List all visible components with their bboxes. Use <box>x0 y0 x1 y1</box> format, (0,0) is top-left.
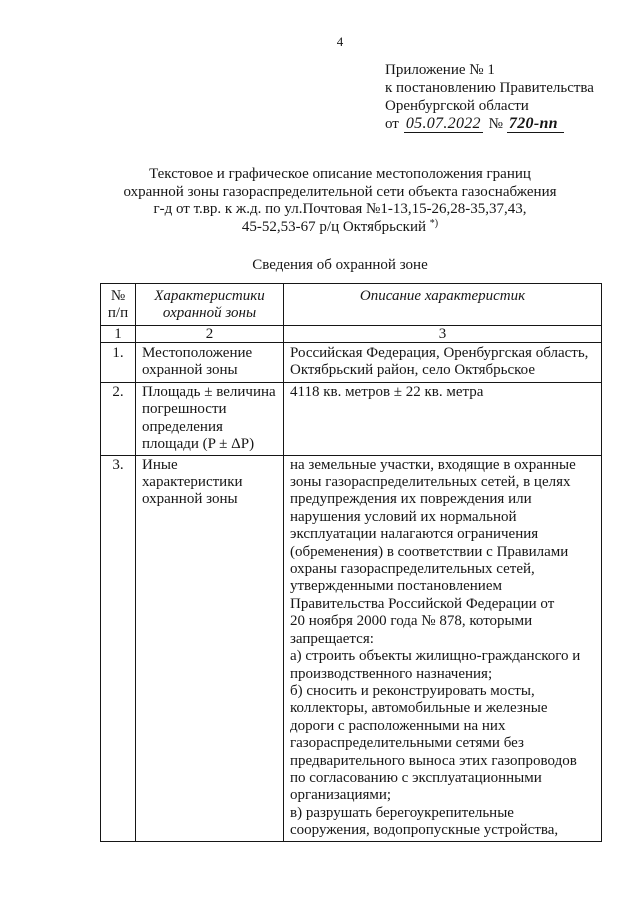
description-line: нарушения условий их нормальной <box>290 508 517 525</box>
description-line: утвержденными постановлением <box>290 578 502 595</box>
characteristic-cell <box>136 455 284 841</box>
date-prefix: от <box>385 116 399 132</box>
description-line: по согласованию с эксплуатационными <box>290 769 542 786</box>
description-line: 20 ноября 2000 года № 878, которыми <box>290 613 533 630</box>
characteristic-line: Местоположение <box>142 345 253 361</box>
description-cell <box>284 343 602 383</box>
handwritten-date: 05.07.2022 <box>405 115 481 132</box>
characteristic-line: Иные <box>142 456 178 473</box>
appendix-title: Приложение № 1 <box>385 62 495 78</box>
row-number: 3. <box>101 455 136 841</box>
characteristic-cell <box>136 383 284 456</box>
appendix-region-line: Оренбургской области <box>385 98 529 114</box>
appendix-decree-line: к постановлению Правительства <box>385 80 594 96</box>
table-header-row <box>101 284 602 326</box>
description-line: коллекторы, автомобильные и железные <box>290 700 548 717</box>
characteristic-line: определения <box>142 418 223 435</box>
header-line: Характеристики <box>154 288 265 304</box>
heading-line-last <box>40 219 640 237</box>
table-row <box>101 383 602 456</box>
header-num-cell <box>101 284 136 326</box>
column-number: 3 <box>284 326 602 343</box>
column-number-row <box>101 326 602 343</box>
appendix-block <box>385 61 625 133</box>
description-line: организациями; <box>290 787 392 804</box>
description-line: на земельные участки, входящие в охранные <box>290 456 576 473</box>
table-row <box>101 455 602 841</box>
characteristic-line: Площадь ± величина <box>142 384 276 400</box>
column-number: 2 <box>136 326 284 343</box>
table-row <box>101 343 602 383</box>
description-line: зоны газораспределительных сетей, в целях <box>290 474 571 491</box>
protection-zone-table <box>100 283 602 842</box>
description-line: предварительного выноса этих газопроводов <box>290 752 577 769</box>
header-characteristic-cell <box>136 284 284 326</box>
description-line: эксплуатации налагаются ограничения <box>290 526 539 543</box>
heading-line: охранной зоны газораспределительной сети объекта газоснабжения <box>123 183 557 200</box>
characteristic-line: характеристики <box>142 474 243 491</box>
characteristic-line: погрешности <box>142 401 227 418</box>
row-number: 2. <box>101 383 136 456</box>
description-line: охраны газораспределительных сетей, <box>290 561 535 578</box>
description-line: (обременения) в соответствии с Правилами <box>290 543 569 560</box>
description-cell <box>284 455 602 841</box>
description-line: 4118 кв. метров ± 22 кв. метра <box>290 384 484 400</box>
description-cell <box>284 383 602 456</box>
characteristic-line: площади (P ± ΔP) <box>142 436 255 453</box>
description-line: б) сносить и реконструировать мосты, <box>290 682 535 699</box>
description-line: в) разрушать берегоукрепительные <box>290 804 514 821</box>
description-line: Российская Федерация, Оренбургская область, <box>290 345 589 361</box>
description-line: Правительства Российской Федерации от <box>290 595 555 612</box>
header-description-cell <box>284 284 602 326</box>
column-number: 1 <box>101 326 136 343</box>
description-line: производственного назначения; <box>290 665 493 682</box>
description-line: а) строить объекты жилищно-гражданского и <box>290 648 581 665</box>
description-line: предупреждения их повреждения или <box>290 491 532 508</box>
footnote-mark: *) <box>429 218 439 230</box>
row-number: 1. <box>101 343 136 383</box>
description-line: газораспределительными сетями без <box>290 735 524 752</box>
header-line: охранной зоны <box>162 305 257 322</box>
description-line: Октябрьский район, село Октябрьское <box>290 362 536 379</box>
characteristic-line: охранной зоны <box>142 491 238 508</box>
description-line: сооружения, водопропускные устройства, <box>290 822 559 839</box>
heading-line: г-д от т.вр. к ж.д. по ул.Почтовая №1-13,15-26,28-35,37,43, <box>153 201 527 218</box>
handwritten-number: 720-пп <box>507 115 564 133</box>
page-number: 4 <box>336 34 344 49</box>
characteristic-line: охранной зоны <box>142 362 238 379</box>
description-line: запрещается: <box>290 630 374 647</box>
document-heading <box>40 166 640 237</box>
header-line: № <box>110 288 126 304</box>
number-prefix: № <box>488 116 503 132</box>
characteristic-cell <box>136 343 284 383</box>
appendix-date-line <box>385 115 625 133</box>
section-title: Сведения об охранной зоне <box>252 257 428 273</box>
header-line: Описание характеристик <box>359 288 526 304</box>
description-line: дороги с расположенными на них <box>290 717 506 734</box>
header-line: п/п <box>107 305 129 322</box>
heading-line: Текстовое и графическое описание местоположения границ <box>149 166 531 182</box>
heading-line: 45-52,53-67 р/ц Октябрьский <box>241 219 426 236</box>
